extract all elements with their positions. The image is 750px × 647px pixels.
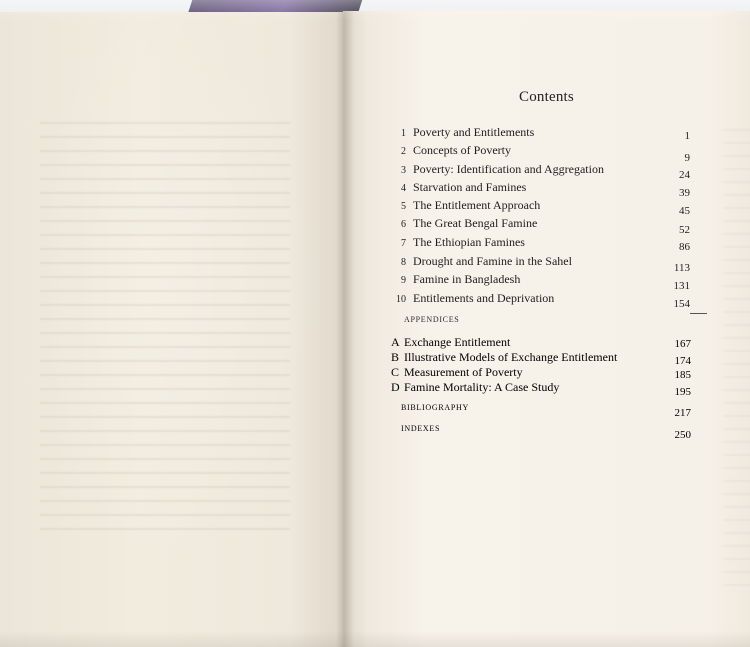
appendix-title: Measurement of Poverty xyxy=(404,365,523,379)
chapter-page: 113 xyxy=(673,262,690,274)
bibliography-page: 217 xyxy=(674,407,691,419)
book-gutter xyxy=(336,10,354,647)
bibliography-label: BIBLIOGRAPHY xyxy=(401,403,469,412)
chapter-title: Starvation and Famines xyxy=(413,180,527,194)
appendix-page: 195 xyxy=(674,386,691,398)
appendix-letter: A xyxy=(391,335,400,349)
toc-chapter-5 xyxy=(386,198,690,217)
toc-chapter-6 xyxy=(386,216,690,236)
indexes-page: 250 xyxy=(674,429,691,441)
chapter-number: 5 xyxy=(401,201,406,212)
contents-title: Contents xyxy=(519,89,574,105)
top-light-reflection xyxy=(0,0,750,20)
chapter-page: 1 xyxy=(684,130,690,142)
chapter-page: 39 xyxy=(679,187,690,199)
toc-chapter-7 xyxy=(386,235,690,251)
chapter-page: 9 xyxy=(684,152,690,164)
chapter-title: The Entitlement Approach xyxy=(413,198,541,212)
toc-chapter-3 xyxy=(386,162,690,181)
appendix-a xyxy=(391,335,691,351)
chapter-page: 24 xyxy=(679,169,690,181)
page-number-rule xyxy=(690,313,707,314)
chapter-title: Drought and Famine in the Sahel xyxy=(413,254,572,268)
chapter-number: 7 xyxy=(401,238,406,249)
appendix-d xyxy=(391,380,691,396)
chapter-title: Poverty: Identification and Aggregation xyxy=(413,162,604,176)
chapter-number: 10 xyxy=(396,294,406,305)
toc-chapter-9 xyxy=(386,272,690,292)
appendices-heading: APPENDICES xyxy=(404,315,460,324)
chapter-page: 131 xyxy=(673,280,690,292)
appendix-letter: B xyxy=(391,350,400,364)
toc-chapter-1 xyxy=(386,125,690,141)
chapter-title: Concepts of Poverty xyxy=(413,143,511,157)
chapter-page: 86 xyxy=(679,241,690,253)
bottom-shadow xyxy=(0,631,750,647)
indexes-label: INDEXES xyxy=(401,424,441,433)
appendix-letter: C xyxy=(391,365,400,379)
chapter-page: 45 xyxy=(679,205,690,217)
appendix-page: 167 xyxy=(674,338,691,350)
chapter-title: Entitlements and Deprivation xyxy=(413,291,555,305)
left-page-show-through-text xyxy=(40,122,290,542)
chapter-number: 3 xyxy=(401,165,406,176)
chapter-number: 2 xyxy=(401,146,406,157)
indexes-entry xyxy=(391,424,691,440)
chapter-page: 154 xyxy=(673,298,690,310)
chapter-title: Famine in Bangladesh xyxy=(413,272,521,286)
chapter-number: 9 xyxy=(401,275,406,286)
chapter-title: Poverty and Entitlements xyxy=(413,125,535,139)
bibliography-entry xyxy=(391,403,691,419)
chapter-title: The Great Bengal Famine xyxy=(413,216,538,230)
chapter-number: 1 xyxy=(401,128,406,139)
appendix-page: 174 xyxy=(674,355,691,367)
toc-chapter-4 xyxy=(386,180,690,199)
appendix-title: Illustrative Models of Exchange Entitlement xyxy=(404,350,618,364)
appendix-b xyxy=(391,350,691,366)
toc-chapter-8 xyxy=(386,254,690,274)
appendix-page: 185 xyxy=(674,369,691,381)
toc-chapter-2 xyxy=(386,143,690,164)
chapter-number: 4 xyxy=(401,183,406,194)
chapter-page: 52 xyxy=(679,224,690,236)
left-page xyxy=(0,12,352,647)
chapter-number: 6 xyxy=(401,219,406,230)
toc-chapter-10 xyxy=(386,291,690,310)
appendix-letter: D xyxy=(391,380,400,394)
chapter-title: The Ethiopian Famines xyxy=(413,235,525,249)
right-page-show-through-text xyxy=(723,129,750,589)
appendix-title: Exchange Entitlement xyxy=(404,335,511,349)
appendix-c xyxy=(391,365,691,381)
appendix-title: Famine Mortality: A Case Study xyxy=(404,380,560,394)
chapter-number: 8 xyxy=(401,257,406,268)
